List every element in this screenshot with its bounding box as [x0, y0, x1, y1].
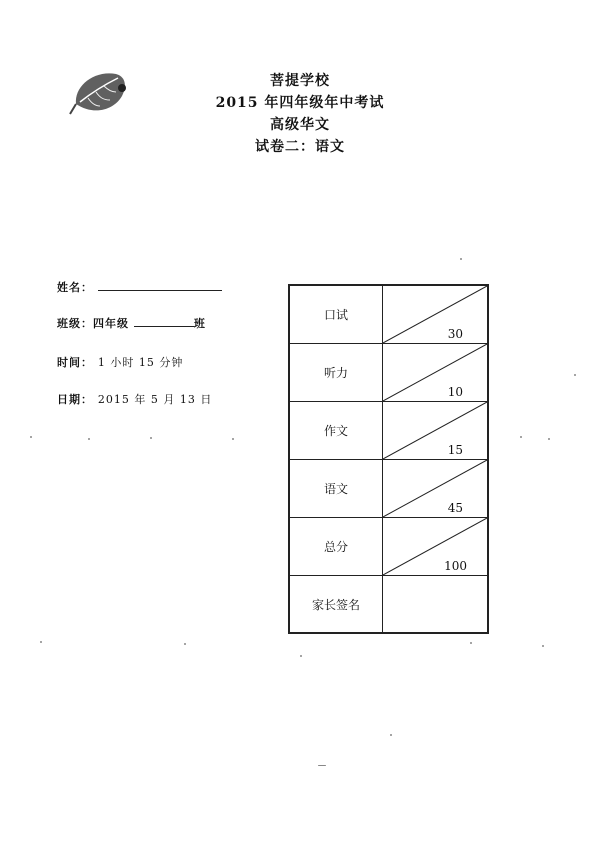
class-blank[interactable]: [134, 316, 194, 327]
scan-speck: [460, 258, 462, 260]
score-row: [289, 344, 488, 402]
scan-speck: [470, 642, 472, 644]
scan-speck: [318, 765, 326, 766]
date-field: [57, 391, 212, 407]
date-value: 2015 年 5 月 13 日: [97, 393, 213, 406]
exam-header: [150, 70, 450, 158]
signature-row: [289, 576, 488, 634]
score-max: 100: [444, 559, 467, 573]
score-row-label: 作文: [289, 402, 383, 460]
score-row-label: 语文: [289, 460, 383, 518]
scan-speck: [150, 437, 152, 439]
score-row-total: [289, 518, 488, 576]
diagonal-line: [383, 286, 487, 343]
class-field: [57, 315, 206, 331]
paper-title: 试卷二：语文: [255, 139, 345, 155]
diagonal-line: [383, 518, 487, 575]
score-table: [288, 284, 489, 634]
time-value: 1 小时 15 分钟: [97, 356, 184, 369]
scan-speck: [390, 734, 392, 736]
subject-title: 高级华文: [270, 117, 330, 133]
diagonal-line: [383, 402, 487, 459]
signature-label: 家长签名: [289, 576, 383, 634]
score-row-label: 口试: [289, 285, 383, 344]
score-max: 15: [447, 443, 463, 457]
class-label: 班级：: [57, 317, 93, 330]
score-row-label: 总分: [289, 518, 383, 576]
scan-speck: [574, 374, 576, 376]
time-label: 时间：: [57, 356, 93, 369]
time-field: [57, 354, 183, 370]
scan-speck: [300, 655, 302, 657]
scan-speck: [542, 645, 544, 647]
date-label: 日期：: [57, 393, 93, 406]
score-row: [289, 460, 488, 518]
scan-speck: [548, 438, 550, 440]
score-cell[interactable]: [383, 518, 489, 576]
scan-speck: [88, 438, 90, 440]
score-max: 30: [447, 327, 463, 341]
scan-speck: [30, 436, 32, 438]
exam-title: 2015 年四年级年中考试: [215, 95, 385, 111]
name-label: 姓名：: [57, 281, 93, 294]
name-blank[interactable]: [98, 280, 222, 291]
score-max: 45: [447, 501, 463, 515]
diagonal-line: [383, 460, 487, 517]
score-cell[interactable]: [383, 402, 489, 460]
school-name: 菩提学校: [270, 73, 330, 89]
name-field: [57, 279, 222, 295]
scan-speck: [232, 438, 234, 440]
scan-speck: [40, 641, 42, 643]
scan-speck: [520, 436, 522, 438]
signature-cell[interactable]: [383, 576, 489, 634]
score-cell[interactable]: [383, 460, 489, 518]
class-suffix: 班: [193, 317, 206, 330]
score-cell[interactable]: [383, 285, 489, 344]
scan-speck: [184, 643, 186, 645]
score-max: 10: [447, 385, 463, 399]
score-row-label: 听力: [289, 344, 383, 402]
class-value: 四年级: [93, 317, 129, 330]
score-row: [289, 402, 488, 460]
school-logo-bodhi-leaf-icon: [66, 64, 134, 122]
score-row: [289, 285, 488, 344]
diagonal-line: [383, 344, 487, 401]
score-cell[interactable]: [383, 344, 489, 402]
